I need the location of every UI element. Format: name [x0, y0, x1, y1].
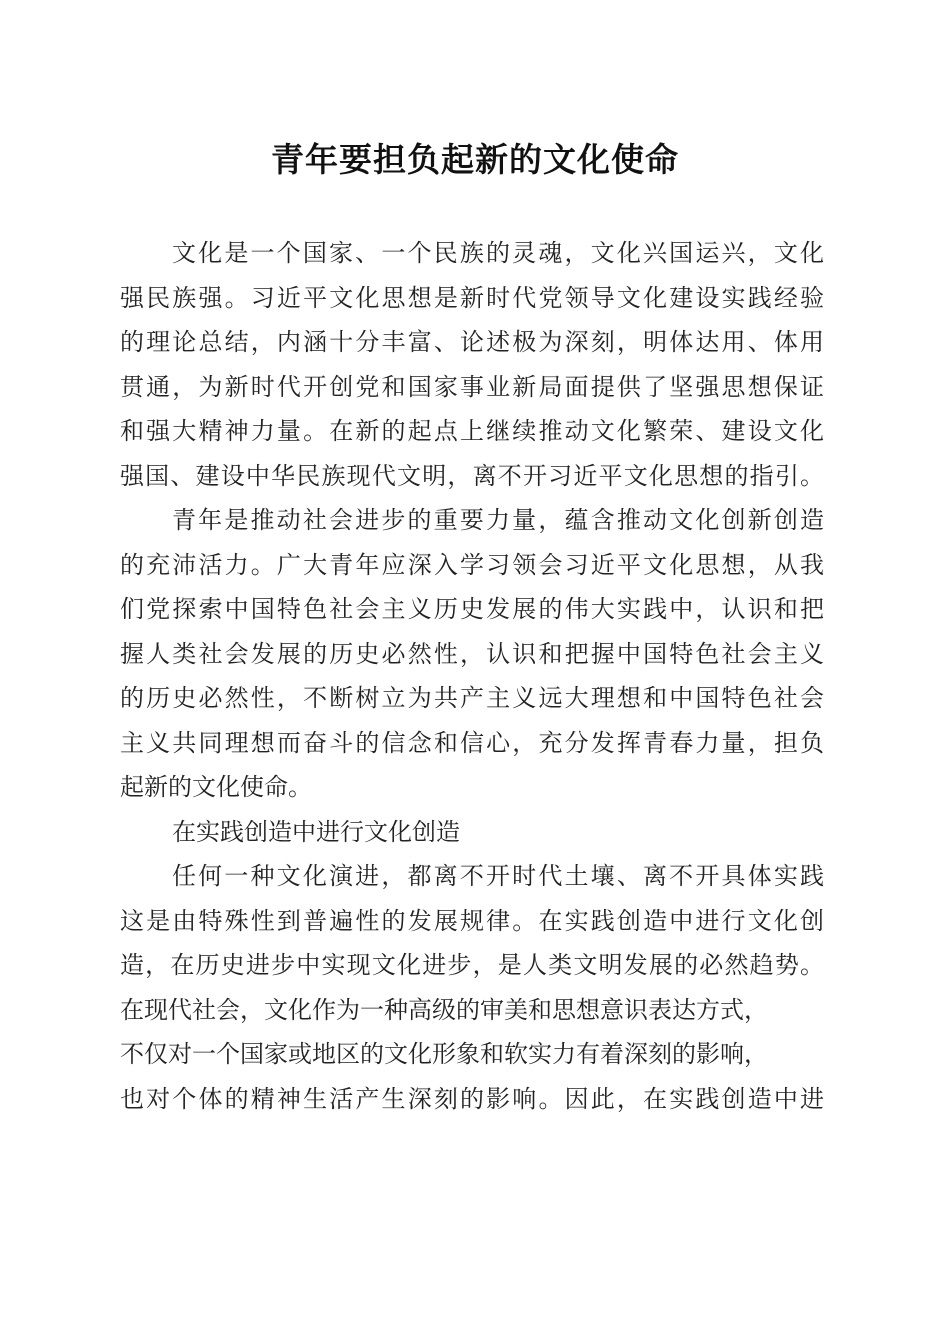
body-line: 贯通，为新时代开创党和国家事业新局面提供了坚强思想保证 — [120, 372, 824, 401]
body-line: 在现代社会，文化作为一种高级的审美和思想意识表达方式， — [120, 995, 768, 1024]
body-line: 和强大精神力量。在新的起点上继续推动文化繁荣、建设文化 — [120, 417, 824, 445]
body-line: 强国、建设中华民族现代文明，离不开习近平文化思想的指引。 — [120, 461, 824, 490]
body-line: 青年是推动社会进步的重要力量，蕴含推动文化创新创造 — [172, 506, 824, 534]
body-line: 起新的文化使命。 — [120, 773, 312, 801]
body-line: 握人类社会发展的历史必然性，认识和把握中国特色社会主义 — [120, 639, 824, 668]
section-heading: 在实践创造中进行文化创造 — [172, 817, 460, 846]
body-line: 任何一种文化演进，都离不开时代土壤、离不开具体实践 — [172, 862, 824, 890]
body-line: 的充沛活力。广大青年应深入学习领会习近平文化思想，从我 — [120, 550, 824, 579]
body-line: 的理论总结，内涵十分丰富、论述极为深刻，明体达用、体用 — [120, 328, 824, 356]
body-line: 不仅对一个国家或地区的文化形象和软实力有着深刻的影响， — [120, 1040, 768, 1068]
body-line: 这是由特殊性到普遍性的发展规律。在实践创造中进行文化创 — [120, 906, 824, 935]
body-line: 也对个体的精神生活产生深刻的影响。因此，在实践创造中进 — [120, 1084, 824, 1113]
body-line: 们党探索中国特色社会主义历史发展的伟大实践中，认识和把 — [120, 595, 824, 623]
body-line: 文化是一个国家、一个民族的灵魂，文化兴国运兴，文化 — [172, 239, 824, 267]
document-title: 青年要担负起新的文化使命 — [271, 140, 679, 179]
document-body — [120, 231, 824, 1121]
body-line: 强民族强。习近平文化思想是新时代党领导文化建设实践经验 — [120, 283, 824, 312]
body-line: 的历史必然性，不断树立为共产主义远大理想和中国特色社会 — [120, 684, 824, 712]
body-line: 造，在历史进步中实现文化进步，是人类文明发展的必然趋势。 — [120, 951, 824, 979]
body-line: 主义共同理想而奋斗的信念和信心，充分发挥青春力量，担负 — [120, 728, 824, 757]
